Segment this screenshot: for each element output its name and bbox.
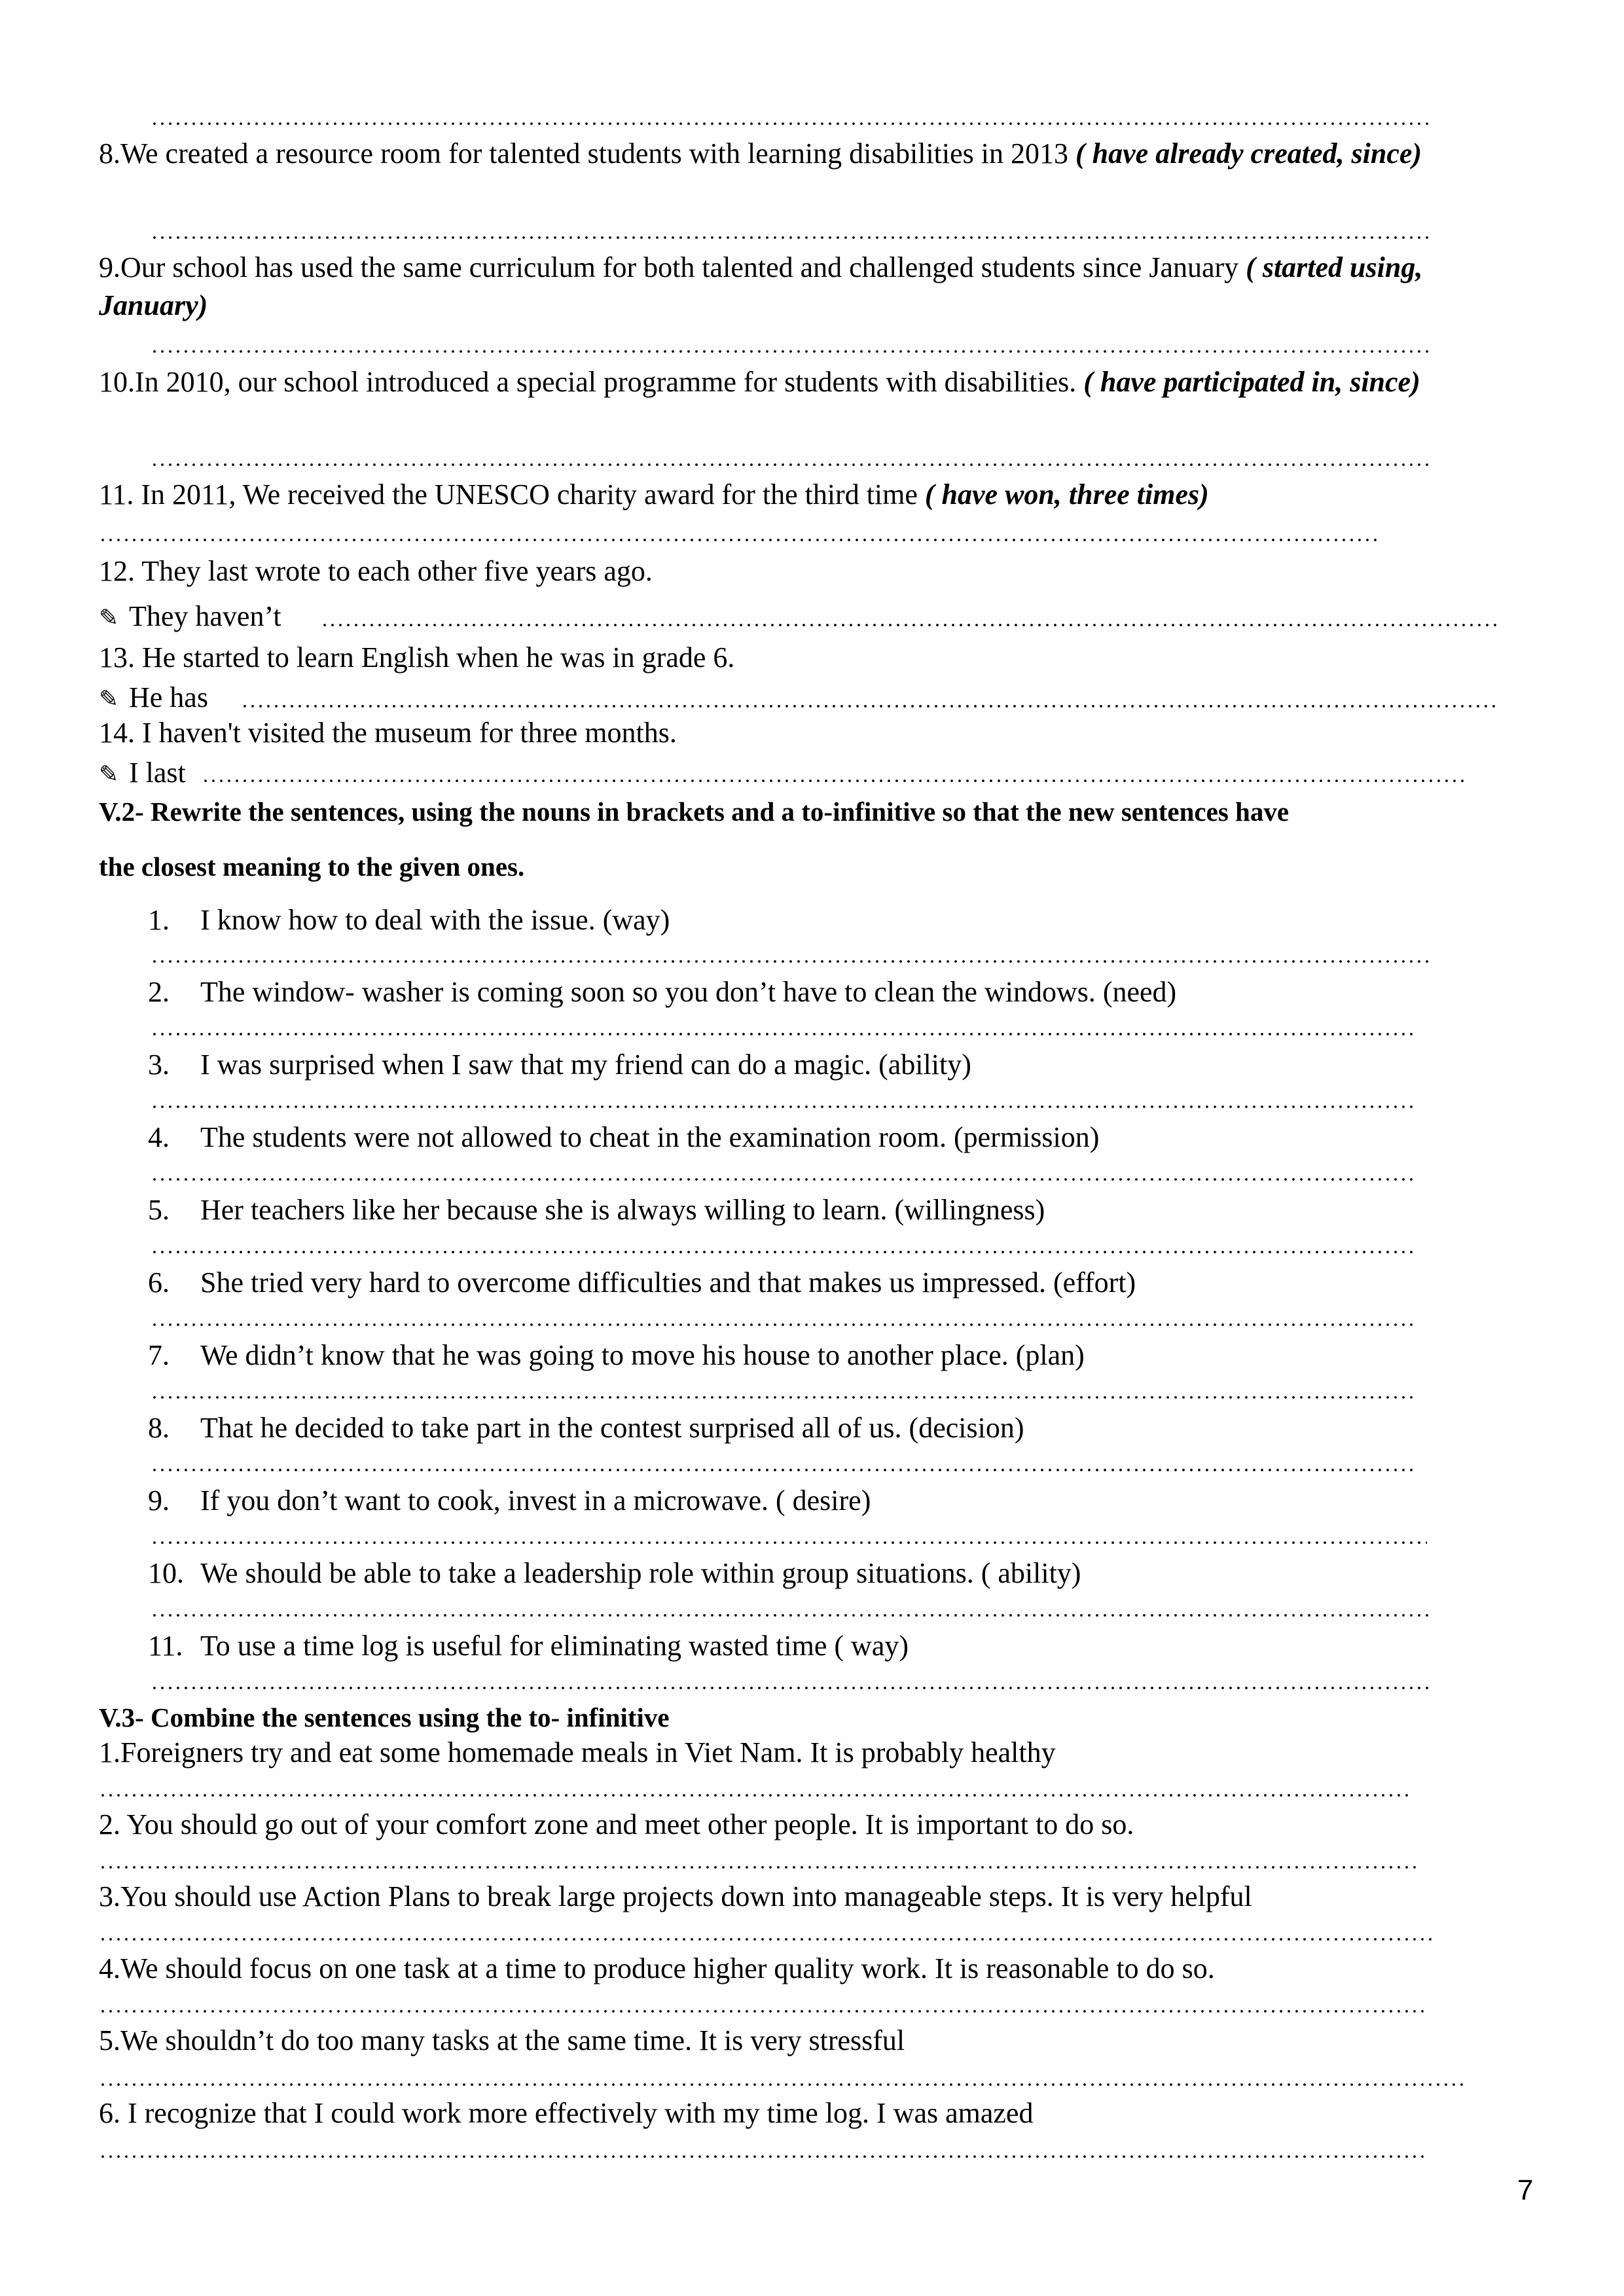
item-text: That he decided to take part in the contest surprised all of us. (decision): [200, 1412, 1024, 1444]
page-number: 7: [1517, 2174, 1534, 2206]
answer-line: [99, 2083, 1464, 2087]
answer-line: [99, 1937, 1432, 1941]
answer-line: [99, 1793, 1409, 1797]
item-text: I was surprised when I saw that my friend can do a magic. (ability): [200, 1049, 971, 1081]
item-text: We didn’t know that he was going to move his house to another place. (plan): [200, 1339, 1085, 1371]
item-text: 13. He started to learn English when he was in grade 6.: [99, 641, 735, 673]
pencil-icon: ✎: [99, 761, 119, 788]
v2-item-6: [148, 1265, 1136, 1301]
heading-text: V.3- Combine the sentences using the to- infinitive: [99, 1702, 670, 1732]
item-number: 9.: [148, 1484, 170, 1516]
item-text: We should be able to take a leadership role within group situations. ( ability): [200, 1557, 1081, 1589]
heading-line-2: the closest meaning to the given ones.: [99, 852, 525, 882]
item-text: 2. You should go out of your comfort zone and meet other people. It is important to do so.: [99, 1808, 1134, 1840]
item-hint: ( have already created, since): [1075, 137, 1422, 170]
answer-prompt-12: [99, 598, 281, 637]
v2-item-1: [148, 902, 670, 939]
section-heading-v2-cont: [99, 848, 524, 885]
v3-item-3: [99, 1878, 1252, 1915]
v3-item-5: [99, 2022, 905, 2059]
answer-line: [151, 1032, 1418, 1036]
v3-item-6: [99, 2095, 1033, 2132]
item-text: The students were not allowed to cheat in the examination room. (permission): [200, 1121, 1100, 1153]
item-number: 4.: [148, 1121, 170, 1153]
answer-start: They haven’t: [129, 600, 281, 632]
v2-item-10: [148, 1555, 1081, 1592]
item-text: 10.In 2010, our school introduced a special programme for students with disabilities.: [99, 366, 1084, 398]
answer-prompt-14: [99, 755, 186, 793]
pencil-icon: ✎: [99, 605, 119, 632]
v3-item-4: [99, 1950, 1215, 1987]
answer-line: [151, 1323, 1418, 1327]
item-number: 11.: [148, 1630, 183, 1662]
answer-start: He has: [129, 681, 208, 713]
item-hint: ( have participated in, since): [1083, 366, 1420, 398]
exercise-item-11: [99, 476, 1209, 513]
section-heading-v2: [99, 793, 1289, 830]
item-number: 8.: [148, 1412, 170, 1444]
v3-item-2: [99, 1806, 1134, 1843]
v2-item-11: [148, 1628, 909, 1664]
v2-item-5: [148, 1192, 1045, 1229]
answer-line: [99, 1865, 1417, 1869]
v2-item-7: [148, 1337, 1085, 1374]
item-text: 3.You should use Action Plans to break large projects down into manageable steps. It is very helpful: [99, 1880, 1252, 1912]
item-text: I know how to deal with the issue. (way): [200, 904, 670, 936]
section-heading-v3: [99, 1699, 670, 1736]
item-text: 11. In 2011, We received the UNESCO charity award for the third time: [99, 478, 925, 511]
item-text: 8.We created a resource room for talented students with learning disabilities in 2013: [99, 137, 1076, 170]
item-number: 5.: [148, 1194, 170, 1226]
v2-item-2: [148, 974, 1176, 1011]
item-number: 7.: [148, 1339, 170, 1371]
answer-prompt-13: [99, 679, 208, 718]
v2-item-8: [148, 1410, 1024, 1446]
exercise-item-13: [99, 639, 734, 676]
answer-line: [151, 1468, 1418, 1472]
exercise-item-9: [99, 249, 1532, 325]
item-hint: ( have won, three times): [924, 478, 1209, 511]
v3-item-1: [99, 1734, 1056, 1771]
exercise-item-12: [99, 553, 653, 590]
answer-line: [151, 1686, 1434, 1690]
item-text: To use a time log is useful for eliminating wasted time ( way): [200, 1630, 909, 1662]
answer-line: [151, 960, 1434, 963]
item-text: If you don’t want to cook, invest in a microwave. ( desire): [200, 1484, 871, 1516]
item-text: 9.Our school has used the same curriculum for both talented and challenged students since January: [99, 251, 1246, 283]
answer-line: [151, 122, 1432, 126]
answer-line: [99, 2155, 1425, 2159]
answer-line: [151, 1177, 1418, 1181]
item-number: 2.: [148, 976, 170, 1008]
item-number: 6.: [148, 1266, 170, 1299]
answer-line: [151, 1250, 1418, 1254]
answer-line: [151, 1613, 1434, 1617]
answer-line: [241, 704, 1499, 708]
item-number: 1.: [148, 904, 170, 936]
item-text: 12. They last wrote to each other five years ago.: [99, 555, 653, 587]
answer-line: [151, 350, 1432, 353]
item-text: She tried very hard to overcome difficulties and that makes us impressed. (effort): [200, 1266, 1136, 1299]
answer-line: [151, 1105, 1418, 1109]
answer-line: [202, 779, 1469, 783]
answer-line: [151, 463, 1432, 467]
answer-line: [99, 2009, 1425, 2013]
item-text: Her teachers like her because she is always willing to learn. (willingness): [200, 1194, 1045, 1226]
exercise-item-10: [99, 363, 1532, 401]
item-number: 3.: [148, 1049, 170, 1081]
item-text: 14. I haven't visited the museum for three months.: [99, 717, 677, 749]
v2-item-4: [148, 1119, 1099, 1156]
item-text: 6. I recognize that I could work more effectively with my time log. I was amazed: [99, 2097, 1034, 2129]
item-number: 10.: [148, 1557, 184, 1589]
answer-line: [99, 538, 1380, 542]
answer-line: [321, 623, 1499, 627]
item-text: 1.Foreigners try and eat some homemade meals in Viet Nam. It is probably healthy: [99, 1736, 1056, 1768]
heading-line-1: V.2- Rewrite the sentences, using the nouns in brackets and a to-infinitive so that the new sentences have: [99, 797, 1290, 827]
item-text: 4.We should focus on one task at a time to produce higher quality work. It is reasonable to do so.: [99, 1952, 1215, 1984]
pencil-icon: ✎: [99, 686, 119, 713]
answer-line: [151, 1395, 1418, 1399]
answer-line: [151, 1541, 1427, 1545]
exercise-item-8: [99, 135, 1532, 173]
answer-line: [151, 236, 1432, 240]
v2-item-9: [148, 1482, 871, 1519]
item-text: The window- washer is coming soon so you don’t have to clean the windows. (need): [200, 976, 1177, 1008]
answer-start: I last: [129, 757, 186, 789]
exercise-item-14: [99, 715, 677, 751]
item-hint: ( started using, January): [99, 251, 1423, 321]
v2-item-3: [148, 1047, 971, 1083]
item-text: 5.We shouldn’t do too many tasks at the same time. It is very stressful: [99, 2024, 905, 2056]
